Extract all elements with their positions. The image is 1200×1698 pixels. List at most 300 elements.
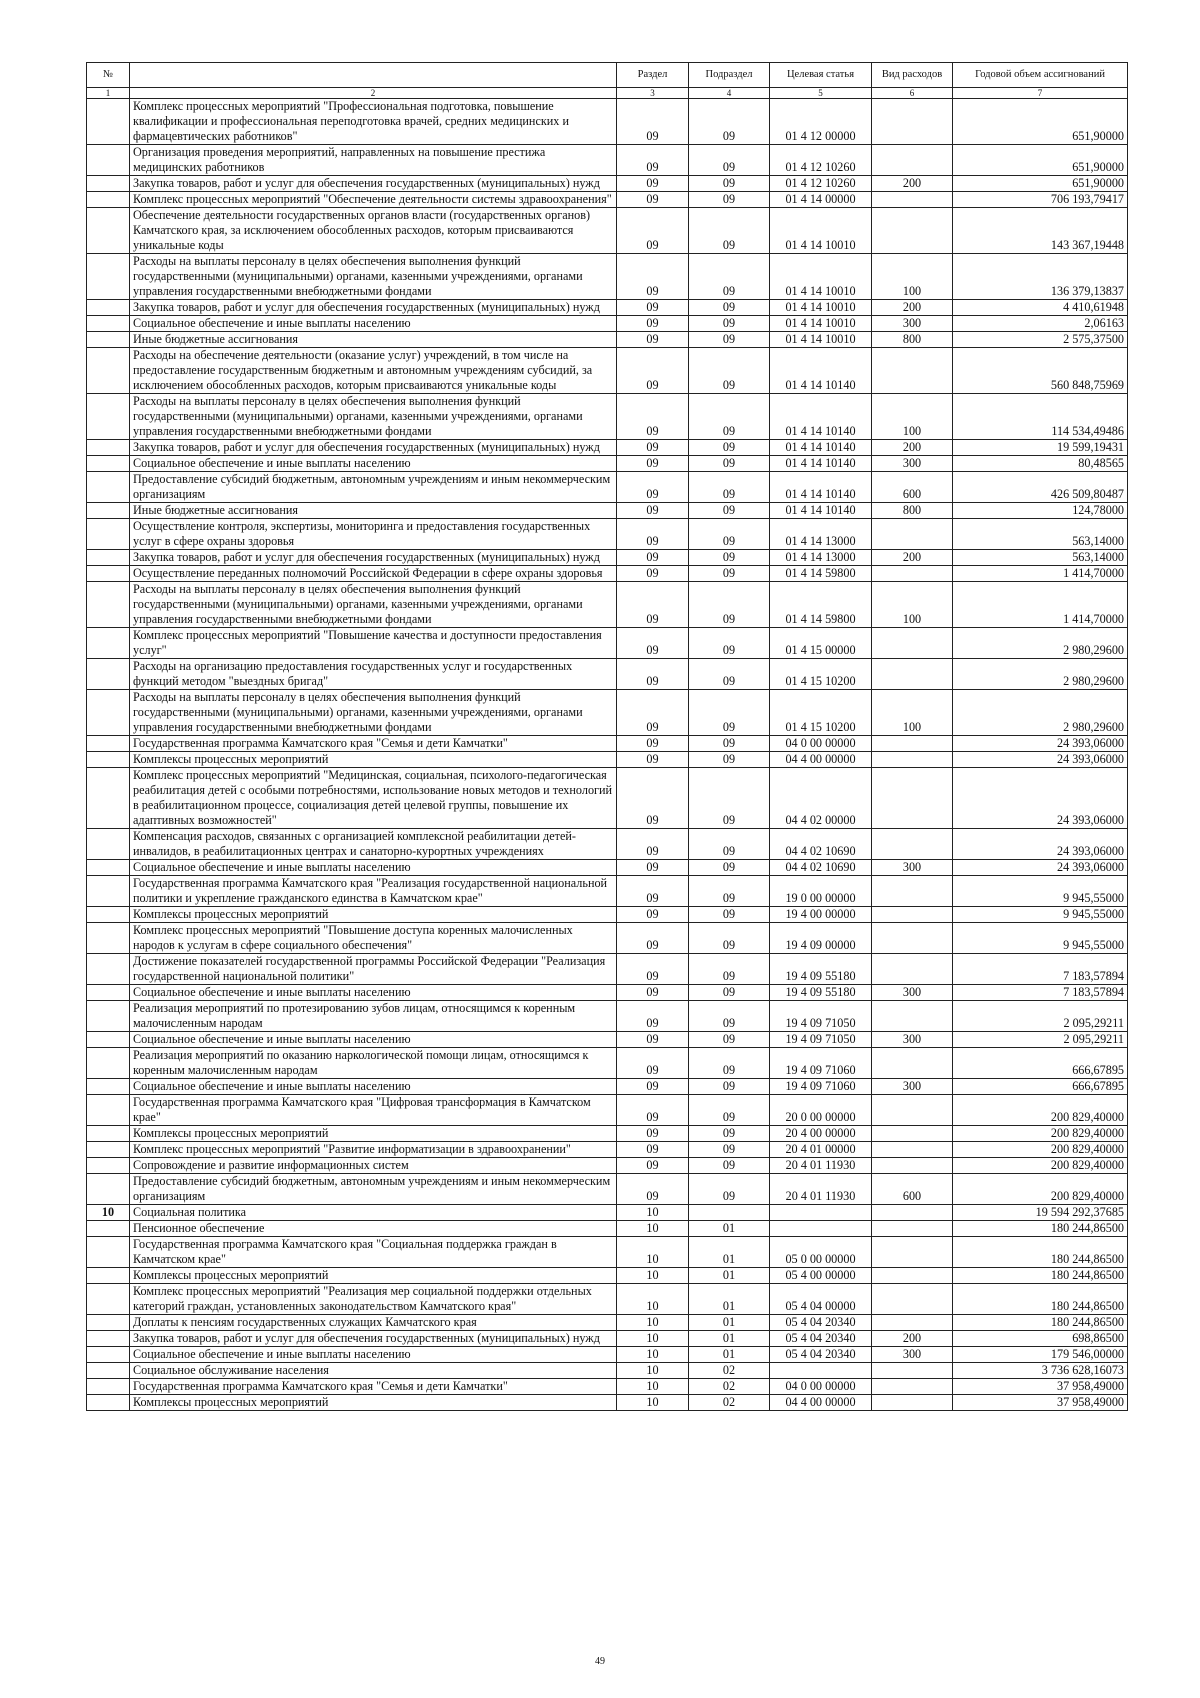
row-podrazdel: 09: [689, 1142, 770, 1158]
row-razdel: 10: [617, 1331, 689, 1347]
row-article: 01 4 14 10010: [770, 208, 872, 254]
row-name: Закупка товаров, работ и услуг для обеспечения государственных (муниципальных) нужд: [130, 440, 617, 456]
row-vid: [872, 1126, 953, 1142]
row-podrazdel: 09: [689, 690, 770, 736]
table-row: [87, 1379, 1128, 1395]
row-number: [87, 472, 130, 503]
row-razdel: 09: [617, 208, 689, 254]
row-razdel: 09: [617, 99, 689, 145]
row-name: Социальное обеспечение и иные выплаты населению: [130, 1347, 617, 1363]
table-row: [87, 394, 1128, 440]
row-podrazdel: 09: [689, 1158, 770, 1174]
row-podrazdel: 09: [689, 456, 770, 472]
header-amount: Годовой объем ассигнований: [953, 63, 1128, 88]
row-amount: 24 393,06000: [953, 768, 1128, 829]
row-amount: 651,90000: [953, 176, 1128, 192]
row-amount: 143 367,19448: [953, 208, 1128, 254]
row-razdel: 09: [617, 254, 689, 300]
row-podrazdel: 02: [689, 1379, 770, 1395]
row-podrazdel: 09: [689, 99, 770, 145]
row-vid: [872, 1001, 953, 1032]
row-name: Комплексы процессных мероприятий: [130, 907, 617, 923]
header-vid: Вид расходов: [872, 63, 953, 88]
table-row: [87, 659, 1128, 690]
row-podrazdel: 09: [689, 519, 770, 550]
row-vid: 100: [872, 254, 953, 300]
row-article: 20 0 00 00000: [770, 1095, 872, 1126]
row-vid: [872, 1205, 953, 1221]
row-amount: 7 183,57894: [953, 985, 1128, 1001]
row-amount: 19 594 292,37685: [953, 1205, 1128, 1221]
row-razdel: 10: [617, 1379, 689, 1395]
row-amount: 180 244,86500: [953, 1268, 1128, 1284]
row-article: 19 4 09 71050: [770, 1001, 872, 1032]
row-vid: 200: [872, 1331, 953, 1347]
row-name: Социальное обеспечение и иные выплаты населению: [130, 456, 617, 472]
row-razdel: 09: [617, 145, 689, 176]
row-razdel: 09: [617, 1158, 689, 1174]
row-razdel: 09: [617, 829, 689, 860]
table-row: [87, 736, 1128, 752]
row-vid: [872, 1158, 953, 1174]
row-podrazdel: 02: [689, 1395, 770, 1411]
table-row: [87, 503, 1128, 519]
row-number: [87, 768, 130, 829]
row-name: Комплексы процессных мероприятий: [130, 1126, 617, 1142]
row-podrazdel: 09: [689, 985, 770, 1001]
row-razdel: 09: [617, 985, 689, 1001]
row-number: [87, 145, 130, 176]
table-row: [87, 1221, 1128, 1237]
row-razdel: 10: [617, 1268, 689, 1284]
table-body: [87, 99, 1128, 1411]
table-row: [87, 519, 1128, 550]
row-name: Расходы на организацию предоставления государственных услуг и государственных функций методом "выездных бригад": [130, 659, 617, 690]
row-amount: 1 414,70000: [953, 582, 1128, 628]
table-row: [87, 1268, 1128, 1284]
row-podrazdel: 09: [689, 332, 770, 348]
row-podrazdel: 01: [689, 1237, 770, 1268]
row-number: [87, 192, 130, 208]
row-article: 05 0 00 00000: [770, 1237, 872, 1268]
row-amount: 37 958,49000: [953, 1379, 1128, 1395]
row-name: Расходы на выплаты персоналу в целях обеспечения выполнения функций государственными (муниципальными) органами, казенными учреждениями, органами управления государственными внебюджетными фондами: [130, 582, 617, 628]
row-number: [87, 1174, 130, 1205]
row-razdel: 09: [617, 954, 689, 985]
row-number: [87, 1284, 130, 1315]
row-podrazdel: 09: [689, 1048, 770, 1079]
header-number: №: [87, 63, 130, 88]
row-vid: 300: [872, 985, 953, 1001]
row-podrazdel: 09: [689, 736, 770, 752]
row-vid: [872, 907, 953, 923]
row-razdel: 10: [617, 1221, 689, 1237]
table-row: [87, 1315, 1128, 1331]
row-vid: [872, 1048, 953, 1079]
row-amount: 666,67895: [953, 1048, 1128, 1079]
row-vid: [872, 208, 953, 254]
row-article: 19 0 00 00000: [770, 876, 872, 907]
row-number: [87, 456, 130, 472]
table-row: [87, 332, 1128, 348]
row-razdel: 09: [617, 550, 689, 566]
row-razdel: 09: [617, 316, 689, 332]
row-number: [87, 1142, 130, 1158]
row-razdel: 09: [617, 348, 689, 394]
row-razdel: 10: [617, 1205, 689, 1221]
table-row: [87, 1205, 1128, 1221]
row-vid: [872, 1284, 953, 1315]
row-vid: [872, 1095, 953, 1126]
row-razdel: 09: [617, 659, 689, 690]
row-razdel: 09: [617, 690, 689, 736]
row-vid: 100: [872, 394, 953, 440]
table-row: [87, 628, 1128, 659]
row-amount: 7 183,57894: [953, 954, 1128, 985]
row-razdel: 09: [617, 192, 689, 208]
table-row: [87, 876, 1128, 907]
row-amount: 706 193,79417: [953, 192, 1128, 208]
row-vid: 300: [872, 1032, 953, 1048]
row-vid: [872, 192, 953, 208]
row-number: [87, 519, 130, 550]
row-name: Социальное обслуживание населения: [130, 1363, 617, 1379]
row-number: [87, 99, 130, 145]
row-razdel: 09: [617, 566, 689, 582]
table-row: [87, 1174, 1128, 1205]
row-razdel: 09: [617, 440, 689, 456]
row-number: [87, 1001, 130, 1032]
row-article: 01 4 15 10200: [770, 690, 872, 736]
row-name: Комплекс процессных мероприятий "Реализация мер социальной поддержки отдельных категорий граждан, установленных законодательством Камчатского края": [130, 1284, 617, 1315]
row-vid: [872, 348, 953, 394]
row-name: Комплекс процессных мероприятий "Профессиональная подготовка, повышение квалификации и профессиональная переподготовка врачей, средних медицинских и фармацевтических работников": [130, 99, 617, 145]
row-name: Государственная программа Камчатского края "Семья и дети Камчатки": [130, 736, 617, 752]
column-number: 1: [87, 88, 130, 99]
row-amount: 180 244,86500: [953, 1221, 1128, 1237]
row-article: 05 4 00 00000: [770, 1268, 872, 1284]
table-row: [87, 566, 1128, 582]
row-name: Социальное обеспечение и иные выплаты населению: [130, 316, 617, 332]
row-article: 04 4 00 00000: [770, 1395, 872, 1411]
table-row: [87, 1284, 1128, 1315]
row-number: [87, 1395, 130, 1411]
row-razdel: 09: [617, 1174, 689, 1205]
header-article: Целевая статья: [770, 63, 872, 88]
row-name: Социальное обеспечение и иные выплаты населению: [130, 1079, 617, 1095]
row-article: 01 4 14 13000: [770, 550, 872, 566]
table-row: [87, 582, 1128, 628]
row-amount: 651,90000: [953, 145, 1128, 176]
table-row: [87, 1347, 1128, 1363]
row-razdel: 09: [617, 768, 689, 829]
row-article: 01 4 14 10140: [770, 394, 872, 440]
table-row: [87, 1048, 1128, 1079]
table-row: [87, 752, 1128, 768]
row-amount: 136 379,13837: [953, 254, 1128, 300]
row-article: [770, 1205, 872, 1221]
row-number: [87, 208, 130, 254]
row-podrazdel: 09: [689, 582, 770, 628]
row-article: 05 4 04 20340: [770, 1347, 872, 1363]
row-article: 19 4 09 55180: [770, 985, 872, 1001]
row-amount: 200 829,40000: [953, 1142, 1128, 1158]
row-article: 01 4 15 10200: [770, 659, 872, 690]
table-row: [87, 348, 1128, 394]
row-podrazdel: 01: [689, 1347, 770, 1363]
row-razdel: 10: [617, 1237, 689, 1268]
row-podrazdel: 01: [689, 1221, 770, 1237]
row-razdel: 09: [617, 1001, 689, 1032]
row-amount: 179 546,00000: [953, 1347, 1128, 1363]
row-amount: 180 244,86500: [953, 1284, 1128, 1315]
row-number: [87, 582, 130, 628]
row-amount: 24 393,06000: [953, 736, 1128, 752]
row-article: 20 4 00 00000: [770, 1126, 872, 1142]
column-number-row: [87, 88, 1128, 99]
row-vid: [872, 1363, 953, 1379]
row-name: Предоставление субсидий бюджетным, автономным учреждениям и иным некоммерческим организациям: [130, 1174, 617, 1205]
row-amount: 2 575,37500: [953, 332, 1128, 348]
row-number: [87, 394, 130, 440]
row-number: [87, 628, 130, 659]
row-article: [770, 1363, 872, 1379]
row-amount: 80,48565: [953, 456, 1128, 472]
row-vid: [872, 1237, 953, 1268]
row-vid: [872, 1315, 953, 1331]
row-amount: 9 945,55000: [953, 923, 1128, 954]
row-razdel: 09: [617, 1126, 689, 1142]
row-name: Осуществление переданных полномочий Российской Федерации в сфере охраны здоровья: [130, 566, 617, 582]
row-article: [770, 1221, 872, 1237]
header-row: [87, 63, 1128, 88]
row-vid: [872, 99, 953, 145]
row-name: Закупка товаров, работ и услуг для обеспечения государственных (муниципальных) нужд: [130, 176, 617, 192]
row-amount: 9 945,55000: [953, 907, 1128, 923]
row-amount: 2 980,29600: [953, 628, 1128, 659]
row-article: 04 0 00 00000: [770, 736, 872, 752]
row-podrazdel: 09: [689, 907, 770, 923]
row-razdel: 09: [617, 332, 689, 348]
row-number: [87, 876, 130, 907]
table-row: [87, 1079, 1128, 1095]
row-razdel: 09: [617, 472, 689, 503]
row-podrazdel: 09: [689, 659, 770, 690]
row-razdel: 10: [617, 1395, 689, 1411]
row-number: [87, 300, 130, 316]
row-number: [87, 1126, 130, 1142]
row-name: Компенсация расходов, связанных с организацией комплексной реабилитации детей-инвалидов, в реабилитационных центрах и санаторно-курортных учреждениях: [130, 829, 617, 860]
column-number: 6: [872, 88, 953, 99]
row-number: [87, 736, 130, 752]
row-article: 01 4 14 59800: [770, 582, 872, 628]
row-number: [87, 829, 130, 860]
budget-document: [86, 62, 1127, 1411]
row-amount: 9 945,55000: [953, 876, 1128, 907]
row-vid: 800: [872, 503, 953, 519]
row-amount: 24 393,06000: [953, 860, 1128, 876]
row-vid: [872, 752, 953, 768]
row-vid: [872, 736, 953, 752]
table-row: [87, 907, 1128, 923]
row-podrazdel: 09: [689, 503, 770, 519]
row-amount: 563,14000: [953, 519, 1128, 550]
row-article: 01 4 14 10140: [770, 348, 872, 394]
row-amount: 180 244,86500: [953, 1237, 1128, 1268]
row-vid: [872, 659, 953, 690]
table-row: [87, 208, 1128, 254]
row-name: Пенсионное обеспечение: [130, 1221, 617, 1237]
table-row: [87, 860, 1128, 876]
row-vid: [872, 1268, 953, 1284]
row-name: Расходы на выплаты персоналу в целях обеспечения выполнения функций государственными (муниципальными) органами, казенными учреждениями, органами управления государственными внебюджетными фондами: [130, 690, 617, 736]
row-number: [87, 690, 130, 736]
row-podrazdel: 09: [689, 208, 770, 254]
table-row: [87, 1126, 1128, 1142]
row-article: 01 4 14 00000: [770, 192, 872, 208]
row-razdel: 09: [617, 1142, 689, 1158]
row-podrazdel: 09: [689, 1001, 770, 1032]
row-number: [87, 348, 130, 394]
row-article: 19 4 09 00000: [770, 923, 872, 954]
row-vid: 200: [872, 300, 953, 316]
row-vid: [872, 1379, 953, 1395]
row-number: [87, 985, 130, 1001]
row-article: 01 4 14 13000: [770, 519, 872, 550]
row-podrazdel: 09: [689, 394, 770, 440]
row-podrazdel: 09: [689, 1174, 770, 1205]
row-name: Иные бюджетные ассигнования: [130, 503, 617, 519]
row-amount: 3 736 628,16073: [953, 1363, 1128, 1379]
row-podrazdel: 09: [689, 752, 770, 768]
row-number: [87, 1079, 130, 1095]
row-vid: 100: [872, 582, 953, 628]
row-name: Комплексы процессных мероприятий: [130, 1268, 617, 1284]
row-vid: 300: [872, 456, 953, 472]
row-name: Расходы на обеспечение деятельности (оказание услуг) учреждений, в том числе на предоставление государственным бюджетным и автономным учреждениям субсидий, за исключением обособленных расходов, которым присваиваются уникальные коды: [130, 348, 617, 394]
row-article: 05 4 04 20340: [770, 1331, 872, 1347]
row-article: 01 4 14 10010: [770, 316, 872, 332]
row-podrazdel: 09: [689, 1095, 770, 1126]
row-name: Комплекс процессных мероприятий "Обеспечение деятельности системы здравоохранения": [130, 192, 617, 208]
row-article: 04 4 00 00000: [770, 752, 872, 768]
header-name: [130, 63, 617, 88]
row-article: 19 4 09 71060: [770, 1079, 872, 1095]
row-podrazdel: 09: [689, 145, 770, 176]
row-number: [87, 550, 130, 566]
row-article: 01 4 14 10010: [770, 254, 872, 300]
row-razdel: 09: [617, 736, 689, 752]
row-podrazdel: 09: [689, 1032, 770, 1048]
row-podrazdel: 09: [689, 768, 770, 829]
row-article: 04 4 02 10690: [770, 860, 872, 876]
row-number: 10: [87, 1205, 130, 1221]
row-razdel: 09: [617, 519, 689, 550]
row-article: 01 4 14 10140: [770, 503, 872, 519]
row-amount: 114 534,49486: [953, 394, 1128, 440]
row-number: [87, 1268, 130, 1284]
row-amount: 19 599,19431: [953, 440, 1128, 456]
table-row: [87, 1032, 1128, 1048]
row-vid: [872, 768, 953, 829]
table-row: [87, 192, 1128, 208]
row-podrazdel: 01: [689, 1315, 770, 1331]
row-vid: [872, 566, 953, 582]
table-row: [87, 550, 1128, 566]
row-amount: 651,90000: [953, 99, 1128, 145]
page-number: 49: [595, 1656, 605, 1667]
row-name: Сопровождение и развитие информационных систем: [130, 1158, 617, 1174]
row-podrazdel: 01: [689, 1284, 770, 1315]
row-number: [87, 1032, 130, 1048]
row-amount: 24 393,06000: [953, 752, 1128, 768]
row-podrazdel: 01: [689, 1331, 770, 1347]
row-name: Закупка товаров, работ и услуг для обеспечения государственных (муниципальных) нужд: [130, 1331, 617, 1347]
table-row: [87, 176, 1128, 192]
row-article: 19 4 09 55180: [770, 954, 872, 985]
row-number: [87, 1095, 130, 1126]
row-name: Закупка товаров, работ и услуг для обеспечения государственных (муниципальных) нужд: [130, 550, 617, 566]
row-vid: 300: [872, 1347, 953, 1363]
row-number: [87, 1379, 130, 1395]
row-amount: 180 244,86500: [953, 1315, 1128, 1331]
row-number: [87, 1158, 130, 1174]
header-razdel: Раздел: [617, 63, 689, 88]
row-vid: 200: [872, 440, 953, 456]
row-podrazdel: 09: [689, 176, 770, 192]
row-article: 20 4 01 11930: [770, 1174, 872, 1205]
row-razdel: 10: [617, 1315, 689, 1331]
row-vid: [872, 1395, 953, 1411]
row-podrazdel: 09: [689, 300, 770, 316]
row-vid: [872, 876, 953, 907]
table-row: [87, 1331, 1128, 1347]
table-row: [87, 99, 1128, 145]
table-row: [87, 1237, 1128, 1268]
row-name: Комплексы процессных мероприятий: [130, 752, 617, 768]
row-article: 01 4 14 10140: [770, 472, 872, 503]
row-vid: 300: [872, 860, 953, 876]
table-row: [87, 1363, 1128, 1379]
row-number: [87, 1221, 130, 1237]
row-amount: 200 829,40000: [953, 1158, 1128, 1174]
row-vid: 300: [872, 316, 953, 332]
row-article: 01 4 12 10260: [770, 145, 872, 176]
row-article: 19 4 09 71060: [770, 1048, 872, 1079]
row-number: [87, 1331, 130, 1347]
row-vid: 800: [872, 332, 953, 348]
row-amount: 200 829,40000: [953, 1095, 1128, 1126]
row-razdel: 09: [617, 907, 689, 923]
row-podrazdel: 09: [689, 348, 770, 394]
row-article: 20 4 01 00000: [770, 1142, 872, 1158]
row-amount: 560 848,75969: [953, 348, 1128, 394]
row-article: 20 4 01 11930: [770, 1158, 872, 1174]
row-vid: [872, 1142, 953, 1158]
header-podrazdel: Подраздел: [689, 63, 770, 88]
row-name: Комплекс процессных мероприятий "Повышение доступа коренных малочисленных народов к услугам в сфере социального обеспечения": [130, 923, 617, 954]
row-name: Реализация мероприятий по оказанию наркологической помощи лицам, относящимся к коренным малочисленным народам: [130, 1048, 617, 1079]
row-article: 19 4 00 00000: [770, 907, 872, 923]
row-article: 01 4 14 10010: [770, 332, 872, 348]
table-row: [87, 145, 1128, 176]
row-vid: [872, 954, 953, 985]
row-razdel: 09: [617, 1095, 689, 1126]
row-vid: [872, 923, 953, 954]
row-article: 04 4 02 10690: [770, 829, 872, 860]
row-razdel: 09: [617, 628, 689, 659]
row-number: [87, 1315, 130, 1331]
